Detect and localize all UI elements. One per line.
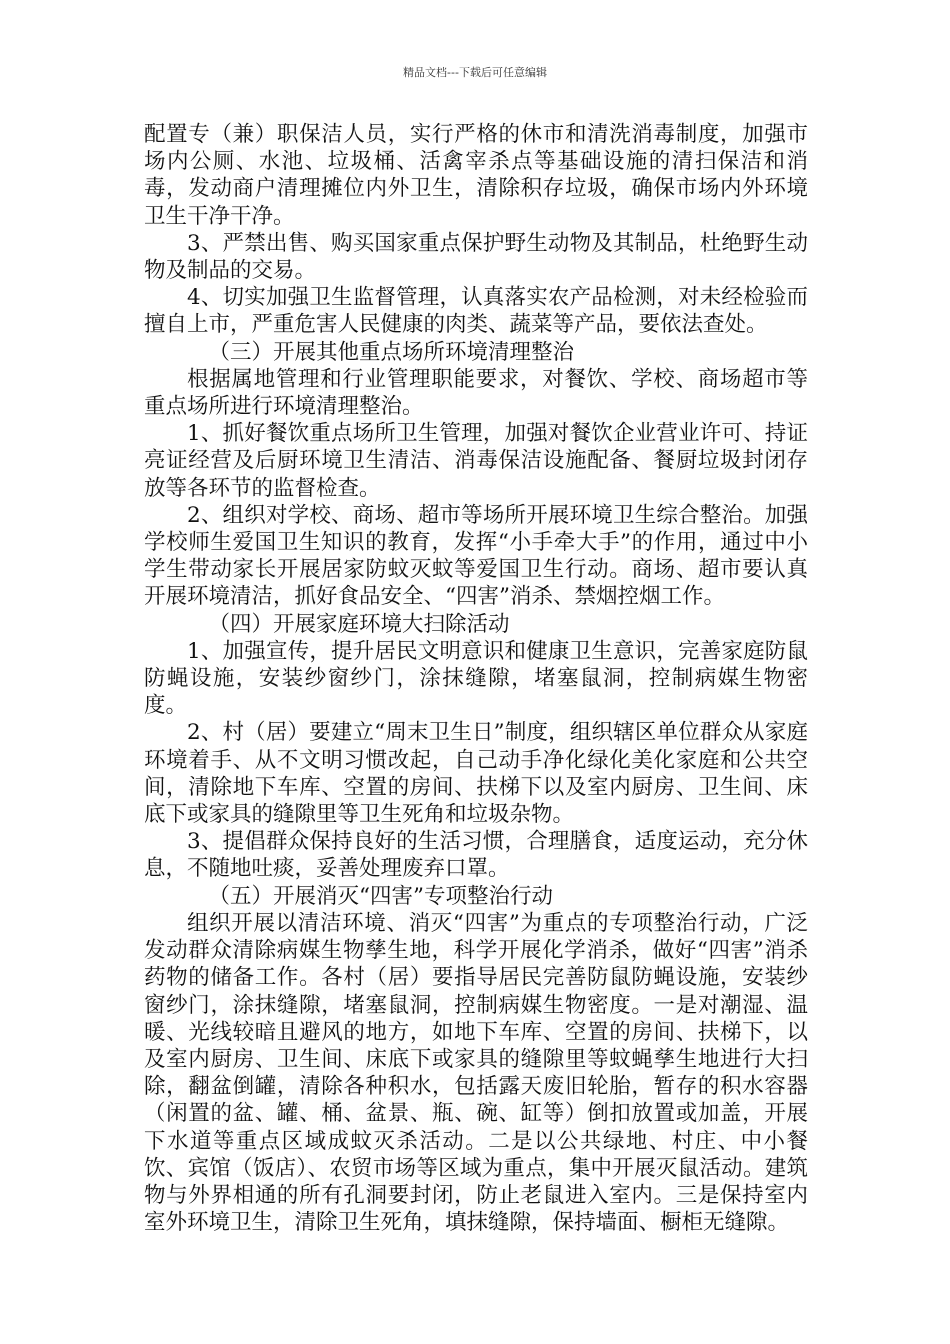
paragraph-section-3-intro: 根据属地管理和行业管理职能要求，对餐饮、学校、商场超市等重点场所进行环境清理整治。 bbox=[144, 366, 808, 420]
paragraph-item-3: 3、严禁出售、购买国家重点保护野生动物及其制品，杜绝野生动物及制品的交易。 bbox=[144, 230, 808, 284]
paragraph-continuation: 配置专（兼）职保洁人员，实行严格的休市和清洗消毒制度，加强市场内公厕、水池、垃圾桶、活禽宰杀点等基础设施的清扫保洁和消毒，发动商户清理摊位内外卫生，清除积存垃圾，确保市场内外环境卫生干净干净。 bbox=[144, 122, 808, 229]
section-heading-4: （四）开展家庭环境大扫除活动 bbox=[208, 611, 510, 637]
section-heading-3: （三）开展其他重点场所环境清理整治 bbox=[208, 339, 575, 365]
section-heading-5: （五）开展消灭“四害”专项整治行动 bbox=[208, 883, 553, 909]
paragraph-section-4-item-2: 2、村（居）要建立“周末卫生日”制度，组织辖区单位群众从家庭环境着手、从不文明习惯改起，自己动手净化绿化美化家庭和公共空间，清除地下车库、空置的房间、扶梯下以及室内厨房、卫生间、床底下或家具的缝隙里等卫生死角和垃圾杂物。 bbox=[144, 720, 808, 828]
paragraph-section-3-item-1: 1、抓好餐饮重点场所卫生管理，加强对餐饮企业营业许可、持证亮证经营及后厨环境卫生清洁、消毒保洁设施配备、餐厨垃圾封闭存放等各环节的监督检查。 bbox=[144, 421, 808, 501]
paragraph-section-4-item-1: 1、加强宣传，提升居民文明意识和健康卫生意识，完善家庭防鼠防蝇设施，安装纱窗纱门，涂抹缝隙，堵塞鼠洞，控制病媒生物密度。 bbox=[144, 638, 808, 719]
paragraph-section-3-item-2: 2、组织对学校、商场、超市等场所开展环境卫生综合整治。加强学校师生爱国卫生知识的教育，发挥“小手牵大手”的作用，通过中小学生带动家长开展居家防蚊灭蚊等爱国卫生行动。商场、超市要认真开展环境清洁，抓好食品安全、“四害”消杀、禁烟控烟工作。 bbox=[144, 502, 808, 610]
document-body bbox=[144, 121, 808, 1236]
paragraph-item-4: 4、切实加强卫生监督管理，认真落实农产品检测，对未经检验而擅自上市，严重危害人民健康的肉类、蔬菜等产品，要依法查处。 bbox=[144, 285, 808, 338]
page-header: 精品文档---下载后可任意编辑 bbox=[403, 66, 547, 79]
paragraph-section-5-body: 组织开展以清洁环境、消灭“四害”为重点的专项整治行动，广泛发动群众清除病媒生物孳生地，科学开展化学消杀，做好“四害”消杀药物的储备工作。各村（居）要指导居民完善防鼠防蝇设施，安装纱窗纱门，涂抹缝隙，堵塞鼠洞，控制病媒生物密度。一是对潮湿、温暖、光线较暗且避风的地方，如地下车库、空置的房间、扶梯下，以及室内厨房、卫生间、床底下或家具的缝隙里等蚊蝇孳生地进行大扫除，翻盆倒罐，清除各种积水，包括露天废旧轮胎，暂存的积水容器（闲置的盆、罐、桶、盆景、瓶、碗、缸等）倒扣放置或加盖，开展下水道等重点区域成蚊灭杀活动。二是以公共绿地、村庄、中小餐饮、宾馆（饭店）、农贸市场等区域为重点，集中开展灭鼠活动。建筑物与外界相通的所有孔洞要封闭，防止老鼠进入室内。三是保持室内室外环境卫生，清除卫生死角，填抹缝隙，保持墙面、橱柜无缝隙。 bbox=[144, 910, 808, 1236]
paragraph-section-4-item-3: 3、提倡群众保持良好的生活习惯，合理膳食，适度运动，充分休息，不随地吐痰，妥善处理废弃口罩。 bbox=[144, 829, 808, 882]
